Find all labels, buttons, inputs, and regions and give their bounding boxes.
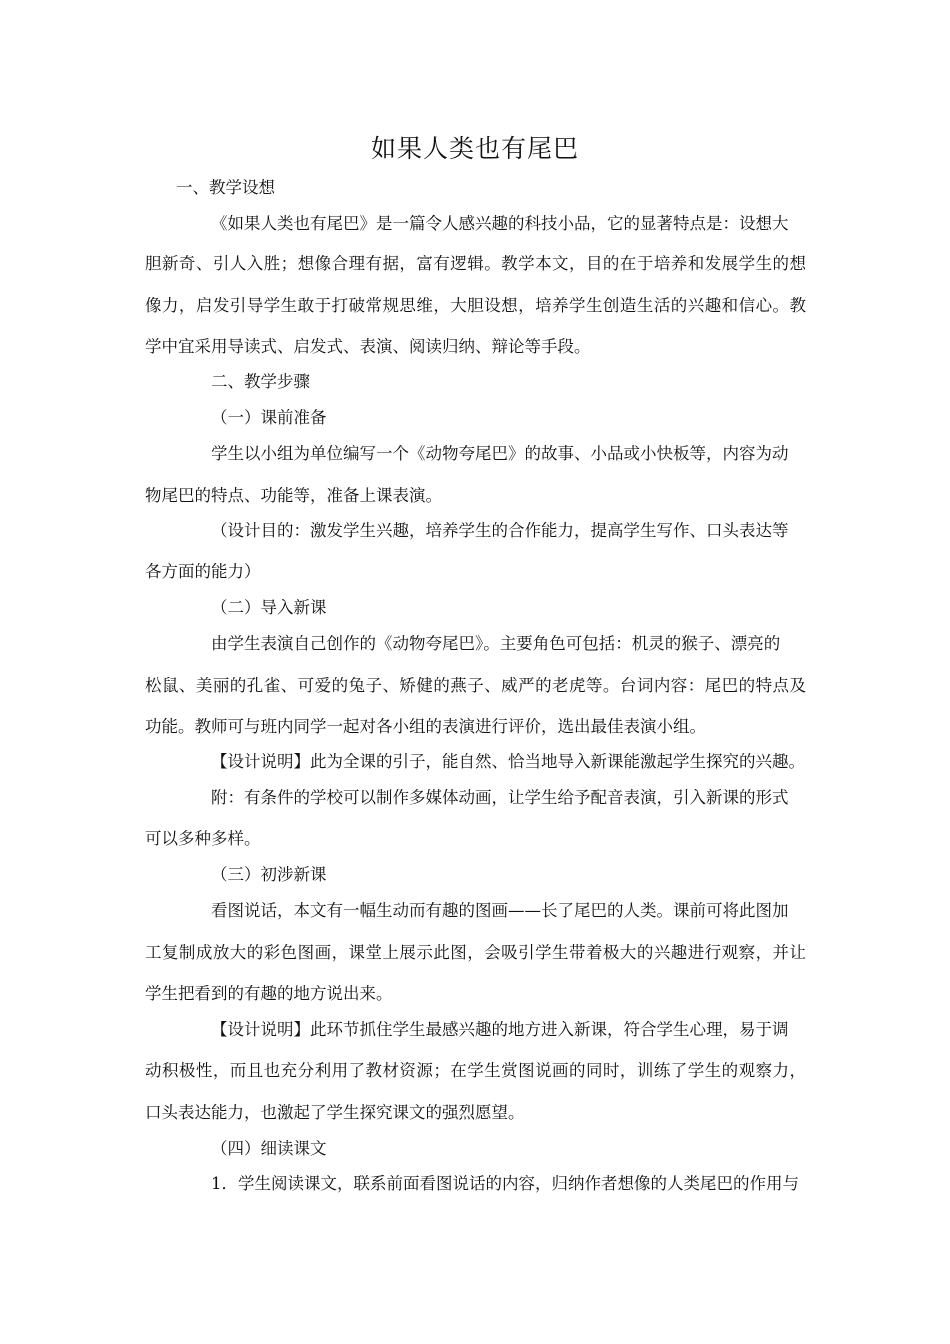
paragraph-line: 《如果人类也有尾巴》是一篇令人感兴趣的科技小品，它的显著特点是：设想大 [211, 214, 789, 233]
paragraph-line: 学生把看到的有趣的地方说出来。 [145, 984, 393, 1003]
design-note: 【设计说明】此环节抓住学生最感兴趣的地方进入新课，符合学生心理，易于调 [211, 1020, 789, 1039]
paragraph-line: 胆新奇、引人入胜；想像合理有据，富有逻辑。教学本文，目的在于培养和发展学生的想 [145, 254, 806, 273]
paragraph-line: 动积极性，而且也充分利用了教材资源；在学生赏图说画的同时，训练了学生的观察力， [145, 1061, 806, 1080]
paragraph-line: 看图说话，本文有一幅生动而有趣的图画——长了尾巴的人类。课前可将此图加 [211, 901, 789, 920]
paragraph-line: 像力，启发引导学生敢于打破常规思维，大胆设想，培养学生创造生活的兴趣和信心。教 [145, 296, 806, 315]
paragraph-line: （设计目的：激发学生兴趣，培养学生的合作能力，提高学生写作、口头表达等 [211, 521, 789, 540]
page-title: 如果人类也有尾巴 [370, 134, 579, 163]
paragraph-line: 学生以小组为单位编写一个《动物夸尾巴》的故事、小品或小快板等，内容为动 [211, 444, 789, 463]
paragraph-line: 由学生表演自己创作的《动物夸尾巴》。主要角色可包括：机灵的猴子、漂亮的 [211, 634, 781, 653]
paragraph-line: 功能。教师可与班内同学一起对各小组的表演进行评价，选出最佳表演小组。 [145, 717, 706, 736]
paragraph-line: 可以多种多样。 [145, 829, 261, 848]
paragraph-line: 1．学生阅读课文，联系前面看图说话的内容，归纳作者想像的人类尾巴的作用与 [211, 1174, 799, 1193]
subsection-heading: （三）初涉新课 [211, 865, 327, 884]
paragraph-line: 口头表达能力，也激起了学生探究课文的强烈愿望。 [145, 1103, 525, 1122]
subsection-heading: （二）导入新课 [211, 598, 327, 617]
paragraph-line: 各方面的能力） [145, 562, 261, 581]
section-heading-1: 一、教学设想 [176, 178, 275, 197]
paragraph-line: 松鼠、美丽的孔雀、可爱的兔子、矫健的燕子、威严的老虎等。台词内容：尾巴的特点及 [145, 676, 806, 695]
paragraph-line: 学中宜采用导读式、启发式、表演、阅读归纳、辩论等手段。 [145, 337, 591, 356]
paragraph-line: 物尾巴的特点、功能等，准备上课表演。 [145, 486, 442, 505]
paragraph-line: 工复制成放大的彩色图画，课堂上展示此图，会吸引学生带着极大的兴趣进行观察，并让 [145, 943, 806, 962]
design-note: 【设计说明】此为全课的引子，能自然、恰当地导入新课能激起学生探究的兴趣。 [211, 752, 805, 771]
paragraph-line: 附：有条件的学校可以制作多媒体动画，让学生给予配音表演，引入新课的形式 [211, 788, 789, 807]
subsection-heading: （一）课前准备 [211, 408, 327, 427]
subsection-heading: （四）细读课文 [211, 1139, 327, 1158]
section-heading-2: 二、教学步骤 [211, 372, 310, 391]
